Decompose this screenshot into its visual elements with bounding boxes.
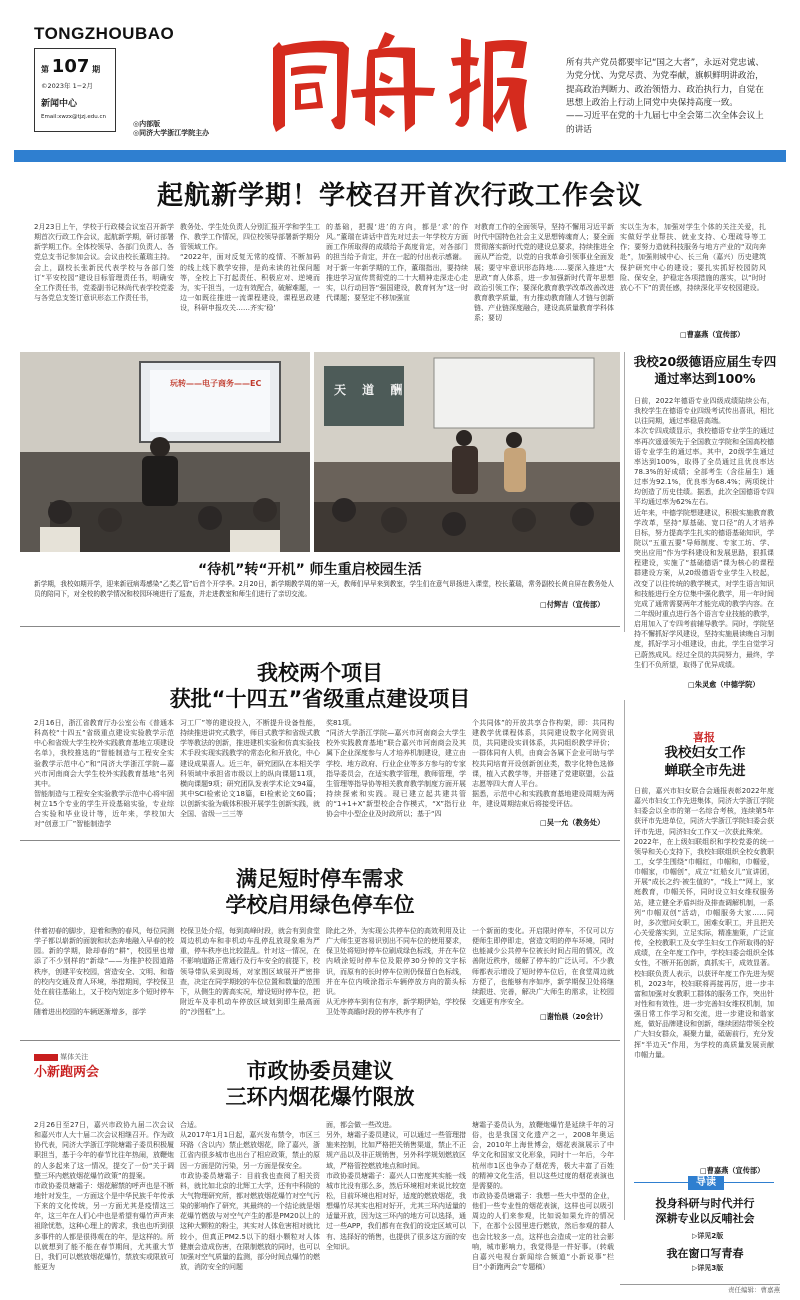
masthead-calligraphy-logo bbox=[265, 28, 535, 136]
parking-col-2: 校保卫处介绍，每到高峰时段，就会有到食堂周边机动车和非机动车乱停乱放现象难为严重，停车秩序也比较混乱。针对这一情况，在不影响道路正常通行及行车安全的前提下，校领导带队采到现场，对家围区域展开严密排查，决定在同学期较的车位位置和数量的范围下，从侧生的需高实况，增设短时停车位，把附近车及非机动车停放区域划到即生最高面的“沙图框”上。 bbox=[180, 927, 320, 1017]
guide-label: 导读 bbox=[688, 1176, 724, 1190]
women-headline: 我校妇女工作 蝉联全市先进 bbox=[664, 745, 746, 780]
photo-caption: 新学期，我校如期开学，迎来新冠病毒感染“乙类乙管”后首个开学季。2月20日，新学期教学周的第一天，教师们早早来到教室，学生们在意气昂扬进入课堂，校长董瑞，常务副校长黄自屏在教务处人员的陪同下，对全校的教学情况和校园环境进行了巡查，并走进教室和师生们进行了亲切交流。 bbox=[34, 580, 614, 598]
internal-edition: ◎内部版 bbox=[133, 120, 161, 128]
projects-col-1: 2月16日，浙江省教育厅办公室公布《普通本科高校“十四五”省级重点建设实验教学示范中心和省级大学生校外实践教育基地立项建设名单》，我校推选的“智能制造与工程安全实验教学示范中心”和“同济大学浙江学院—嘉兴市河南商会大学生校外实践教育基地”名列其中。 智能制造与工程安全实验教学示范中心将牢固树立15个专业的学生开设基础实验，专业综合实验和毕业设计等，近年来，学校加大对“创意工厂”智能制造学 bbox=[34, 719, 174, 829]
editor-line: 责任编辑：曹嘉燕 bbox=[620, 1284, 780, 1295]
issue-number: 第 107 期 bbox=[41, 56, 101, 77]
lead-col-3: 的基础，把握‘进’的方向，都是‘求’的作风。”董瑞在讲话中首先对过去一年学校方方面面工作所取得的成绩给予高度肯定，对各部门的担当给予肯定，并在一起的付出表示感谢。 对于新一年新学期的工作，董瑞指出，要持续推进学习宣传贯彻党的二十大精神走深走心走实，以行动回答“强国建设，教育何为”这一时代课题；要坚定不移加强宣 bbox=[326, 223, 468, 302]
photo-classroom-left bbox=[20, 352, 310, 552]
german-body: 日前，2022年德语专业四级成绩陆续公布，我校学生在德语专业四级考试传出喜讯，相比以往同期，通过率稳居高端。 本次专四成绩显示，我校德语专业学生的通过率再次遥遥领先于全国教立学院和全国高校德语专业学生的通过率。其中，20级学生通过率达到100%，取得了全员通过且优良率达78.3%的好成绩；全部考生（含往届生）通过率为92.1%，优良率为68.4%；两项统计均创造了历史佳绩。据悉，此次全国德语专四平均通过率为62%左右。 近年来，中德学院想建建议，积极实施教育教学改革，坚持“厚基础、宽口径”的人才培养目标，努力提高学生扎实的德语基础知识，学院以“五重五要”导师制度、专家工坊、学、突出应用”作为学科建设和发展思路，狠抓课程建设，实施了“基础德语”课为核心的课程群建设方案，从20级德语专业学生入校起，改变了以往传统的教学模式，对学生语言知识和技能进行全方位集中强化教学，用一年时间完成了通常需要两年才能完成的教学内容。在二年级时重点进行各个语言专业技能的教学，启用加入了专四考前辅导教学。同时，学院坚持不懈抓好学风建设，坚持实施晨读晚自习制度，抓好学习小组建设，由此，学生自觉学习已蔚然成风。经过全员的共同努力，最终，学生们不负所望，取得了优异成绩。 bbox=[634, 397, 774, 669]
lead-col-5: 实以生为本，加强对学生个体的关注关爱，扎实做好学业帮扶、就业支持、心理疏导等工作；要努力造就科技服务与地方产业的“双向奔赴”，加强则城中心、长三角（嘉兴）历史建筑保护研究中心的建设；要扎实抓好校园防风险、保安全，护稳定各项措施的落实，以“时时放心不下”的责任感，持续深化平安校园建设。 bbox=[620, 223, 766, 292]
women-body: 日前，嘉兴市妇女联合会通报表彰2022年度嘉兴市妇女工作先进集体，同济大学浙江学院妇委会以全市的第一名综合考核，连续第5年获评市先进单位，同济大学浙江学院妇委会获评市先进，同济妇女工作又一次获此殊荣。 2022年，在上级妇联组织和学校党委的统一领导和关心支持下，我校妇联组织全校女教职工，女学生围绕“巾帼红，巾帼和，巾帼爱，巾帼家，巾帼创”，成立“红船女儿”宣讲团，开展“成长之约·被生值的”，“线上”“网上，家庭教育，巾帼关怀，同时设立妇女维权服务站，建立健全矛盾纠纷及排查调解机制，一系列“巾帼双创”活动，巾帼服务大家……同时，多次慰问女职工，困难女职工，并且把关心关爱落实到，立足实际，精准施策，广泛宣传，全校教职工及女学生妇女工作所取得的好成绩，在全年度工作中，学校妇委会组织全体女性，不断开拓创新，真抓实干，成效显著。 校妇联负责人表示，以获评年度工作先进为契机，2023年，校妇联将再接再厉，进一步丰富和加强对女教职工群体的服务工作，突出针对性和有效性，进一步完善妇女维权机制，加强日常工作学习和交流，进一步建设和谐家庭，做好品牌建设和创新，继续团结带领全校广大妇女群众，凝聚力量，砥砺前行，充分发挥“半边天”作用，为学校的高质量发展贡献巾帼力量。 bbox=[634, 787, 774, 1059]
women-kicker: 喜报 bbox=[693, 731, 715, 744]
leadership-quote bbox=[566, 57, 766, 137]
media-tag-mark bbox=[34, 1054, 58, 1061]
section-rule-3 bbox=[20, 1040, 620, 1041]
blackboard-text: 天 道 酬 bbox=[334, 383, 409, 397]
lead-credit: □曹嘉燕（宣传部） bbox=[680, 330, 745, 339]
guide-item-1[interactable]: 投身科研与时代并行 深耕专业以反哺社会 bbox=[655, 1197, 755, 1226]
header-divider-bar bbox=[14, 150, 786, 162]
parking-credit: □谢怡晨（20会计） bbox=[540, 1012, 608, 1021]
news-center: 新闻中心 bbox=[41, 98, 78, 109]
publisher: ◎同济大学浙江学院主办 bbox=[133, 129, 210, 138]
cppcc-col-2: 合适。 从2017年1月1日起，嘉兴发布禁令，市区三环路（含以内）禁止燃放烟花，除了嘉兴，浙江省内很多城市也出台了相应政策，禁止的原因一方面是防污染，另一方面是保安全。 市政协委员塘霜子：目前我也查阅了相关资料，就比如北京的北辉工大学，还有中科院的大气物理研究所，都对燃放烟花爆竹对空气污染的影响作了研究，其最终的一个结论就是烟花爆竹燃放与对空气产生的都是PM20以上的这种大颗粒的粉尘，其实对人体危害相对就比较小，但真正PM2.5以下的细小颗粒对人体健康会造成伤害，在限制燃放的同时，也可以加强对空气质量的监测，部分时间点爆竹的燃放，消防安全的问题 bbox=[180, 1121, 320, 1271]
projects-col-4: 个共同体”的开放共享合作构架，即：共同构建教学优课程体系，共同建设数字化网资讯员，共同建设实训体系，共同组织教学评价；一群体同有人机，由商会各属下企业可助与学校共同培育开设创新创业类，数字化特色选修课，植入式教学等，并搭建了党建联盟，公益志愿等四大育人平台。 据悉，示范中心和实践教育基地建设周期为两年，建设周期结束后将接受评估。 bbox=[472, 719, 614, 809]
cppcc-col-1: 2月26日至27日，嘉兴市政协九届二次会议和嘉兴市人大十届二次会议相继召开。作为政协代表，同济大学浙江学院塘霜子委员积极履职担当，基于今年的春节比往年热闹，放鞭炮的人多起来了这一情况，提交了一份“关于调整三环内燃放烟花爆竹政策”的提案。 市政协委员塘霜子：烟花解禁的呼声也是不断地针对发生，一方面这个是中华民族千年传承下来的文化传统，另一方面尤其是疫情这三年，这三年在人们心中也是希望有爆竹声声来祖除忧愁，这种心理上的需求，我也也听到很多事件的人都是很得观在的年，是这样的。所以就想到了能不能在春节期间，尤其重大节日，我们可以燃放烟花爆竹，禁放实或限放可能更为 bbox=[34, 1121, 174, 1271]
section-rule-1 bbox=[20, 626, 620, 627]
photo-title: “待机”转“开机” 师生重启校园生活 bbox=[198, 562, 422, 578]
contact-email[interactable]: Email:xwzx@tjzj.edu.cn bbox=[41, 113, 106, 120]
cppcc-section-label: 小新跑两会 bbox=[34, 1065, 100, 1080]
newspaper-brand: TONGZHOUBAO bbox=[34, 24, 175, 43]
guide-item-2[interactable]: 我在窗口写青春 bbox=[666, 1247, 744, 1260]
lead-col-4: 对教育工作的全面领导，坚持不懈用习近平新时代中国特色社会主义思想铸魂育人；要全面贯彻落实新时代党的建设总要求，持续推进全面从严治党，以党的自我革命引领事业全面发展；要守牢意识形态阵地……要深入推进“大思政”育人体系，进一步加强新时代青年思想政治引领工作；要深化教育教学改革改善改进教育教学质量，有力推动教育随人才链与创新链、产业链深度融合，建设高质量教育学科体系；要切 bbox=[474, 223, 614, 323]
issue-box bbox=[34, 48, 116, 132]
cppcc-col-3: 面，都会做一些改进。 另外，塘霜子委员建议，可以通过一些管理措施来控制，比如严格把关销售渠道，禁止不正规产品以及非正规销售，另外科学规划燃放区域，严格管控燃放地点和时间。 市政协委员塘霜子：嘉兴人口密度其实能一线城市比没有那么多，然后环境相对来说比较宽松，目前环境也相对好，适度的燃放烟花，我想爆竹尽其实也相对好开，尤其三环内适量的适量开放，因为这三环内的地方可以选择，通过一些APP，我们都有在我们的设定区域可以有、选择好的销售，也提供了很多这方面的安全知识。 bbox=[326, 1121, 466, 1251]
projects-col-3: 奖81项。 “同济大学浙江学院—嘉兴市河南商会大学生校外实践教育基地”联合嘉兴市河南商会及其属下企业深度参与人才培养机制建设，建立由学校、地方政府、行业企业等多方参与的专家指导委员会，在适实教学管理，教师管理，学生管理等指导协等相关教育教学制度方面开展持续探索和实践。现已建立起共建共管的“1+1+X”新型校企合作模式，“X”指行业协会中小型企业及时政所以；基于“四 bbox=[326, 719, 466, 819]
projects-headline: 我校两个项目 获批“十四五”省级重点建设项目 bbox=[169, 661, 471, 712]
sidebar-divider-2 bbox=[624, 700, 625, 1220]
parking-headline: 满足短时停车需求 学校启用绿色停车位 bbox=[225, 867, 415, 918]
women-credit: □曹嘉燕（宣传部） bbox=[700, 1166, 765, 1175]
screen-slide-text: 玩转——电子商务——EC bbox=[170, 379, 262, 388]
projects-credit: □吴一允（教务处） bbox=[540, 818, 605, 827]
issue-date: ©2023年 1−2月 bbox=[41, 82, 93, 91]
lead-col-2: 教务处、学生处负责人分别汇报开学和学生工作、教学工作情况，四位校领导部署新学期分管领域工作。 “2022年，面对反复无常的疫情、不断加码的线上线下教学安排，是尚未读的社保问题等，全校上下打起责任、积极应对、逆境而为，实干担当，一边有效配合，破解难题，一边一如既往推进一流课程建设，课程思政建设，科研申报攻关……齐实‘稳’ bbox=[180, 223, 320, 313]
guide-item-2-ref[interactable]: ▷详见3版 bbox=[692, 1264, 724, 1272]
quote-text: 所有共产党员都要牢记“国之大者”，永远对党忠诚、为党分忧、为党尽责、为党奉献，旗帜鲜明讲政治，提高政治判断力、政治领悟力、政治执行力，自觉在思想上政治上行动上同党中央保持高度一致。 bbox=[566, 58, 764, 108]
media-tag: 媒体关注 bbox=[34, 1052, 88, 1062]
parking-col-4: 一个新面的变化。开启限时停车，不仅可以方便师生即停即走，营造文明的停车环境，同时也能减少公共停车位被长时间占用的情况，改善附近秩序，缓解了停车的广泛认可。不少教师都表示增设了短时停车位后，在食堂周边就方便了，也能够有序如序，新学期保卫处将继续跟进、完善，解决广大师生的需求，让校园交通更有序安全。 bbox=[472, 927, 614, 1006]
cppcc-col-4: 塘霜子委员认为，放鞭炮爆竹是延续千年的习俗，也是我国文化遗产之一，2008年奥运会，2010年上海世博会，烟花表演展示了中华文化和国家文化形象，同时十一年后，今年杭州市1区也争办了烟花秀，极大丰富了百姓的精神文化生活，但以这些过度的烟花表演也是需要的。 市政协委员塘霜子：我想一些大中型的企业，他们一些专业性的烟花表演，这样也可以吸引周边的人们来参观，比如说如果允许的情况下，在那个公园里进行燃放，然后参观的群人也会比较多一点，这样也会造成一定的社会影响，城市影响力，我觉得是一件好事。（转载自嘉兴电视台新闻综合频道“小新说事”栏目“小新跑两会”专题稿） bbox=[472, 1121, 614, 1271]
classroom-photo-illustration bbox=[20, 352, 310, 552]
edition-meta bbox=[133, 120, 209, 139]
parking-col-1: 伴着初春的脚步，迎着和煦的春风，每位同测学子都以崭新的面貌和状态奔地融入早春的校园。新的学期，除却春的“耕”，校园里也增添了不少别样的“新绿”——为推护校园道路秩序，创建平安校园，营造安全、文明、和谐的校内交通及育人环境，举措期间，学校保卫处在前往基础上，又于校内划定多个短时停车位。 随着进出校园的车辆逐渐增多，部学 bbox=[34, 927, 174, 1017]
german-credit: □朱灵愈（中德学院） bbox=[688, 680, 760, 689]
photo-classroom-right bbox=[314, 352, 620, 552]
parking-col-3: 除此之外，为实现公共停车位的高效利用及让广大师生更容易识别出不同车位的使用要求，保卫处将短时停车位刷成绿色标线，并在车位内喷涂短时停车位及限停30分钟的文字标识，而原有的长时停车位则仍保留白色标线，并在车位内喷涂指示车辆停放方向的箭头标识。 从无序停车到有位有序，新学期伊始，学校保卫处等高瞻时段的停车秩序有了 bbox=[326, 927, 466, 1017]
sidebar-divider bbox=[624, 352, 625, 632]
lead-col-1: 2月23日上午，学校于行政楼会议室召开新学期首次行政工作会议，起航新学期，研讨部署新学期工作。全体校领导、各部门负责人、各党总支书记参加会议。会议由校长董瑞主持。 会上，副校长张新民代表学校与各部门签订“平安校园”建设目标管理责任书，明确安全工作责任书，党委副书记林尚代表学校党委与各党总支签订意识形态工作责任书， bbox=[34, 223, 174, 302]
lead-headline: 起航新学期！学校召开首次行政工作会议 bbox=[156, 181, 643, 211]
section-rule-2 bbox=[20, 840, 620, 841]
cppcc-headline: 市政协委员建议 三环内烟花爆竹限放 bbox=[225, 1059, 415, 1110]
quote-source: ——习近平在党的十九届七中全会第二次全体会议上的讲话 bbox=[566, 111, 764, 135]
german-headline: 我校20级德语应届生专四通过率达到100% bbox=[633, 354, 777, 386]
projects-col-2: 习工厂”等的建设投入，不断提升设备性能，持续推进讲究式教学，师目式教学和省级式教学等教法的创新，推进建机实验和仿真实验技术手段实现实践教学的常态化和开放化，中心建设成果喜人。近三年，研究团队在本相关学科领域中承担省市级以上的纵向课题11项，横向课题9项；研究团队发表学术论文94篇，其中SCI检索论文18篇，EI检索论文60篇；以创新实验为载体积极开展学生创新实践，就全国、省级一三三等 bbox=[180, 719, 320, 819]
photo-credit: □付辉吉（宣传部） bbox=[540, 600, 605, 609]
guide-item-1-ref[interactable]: ▷详见2版 bbox=[692, 1232, 724, 1240]
